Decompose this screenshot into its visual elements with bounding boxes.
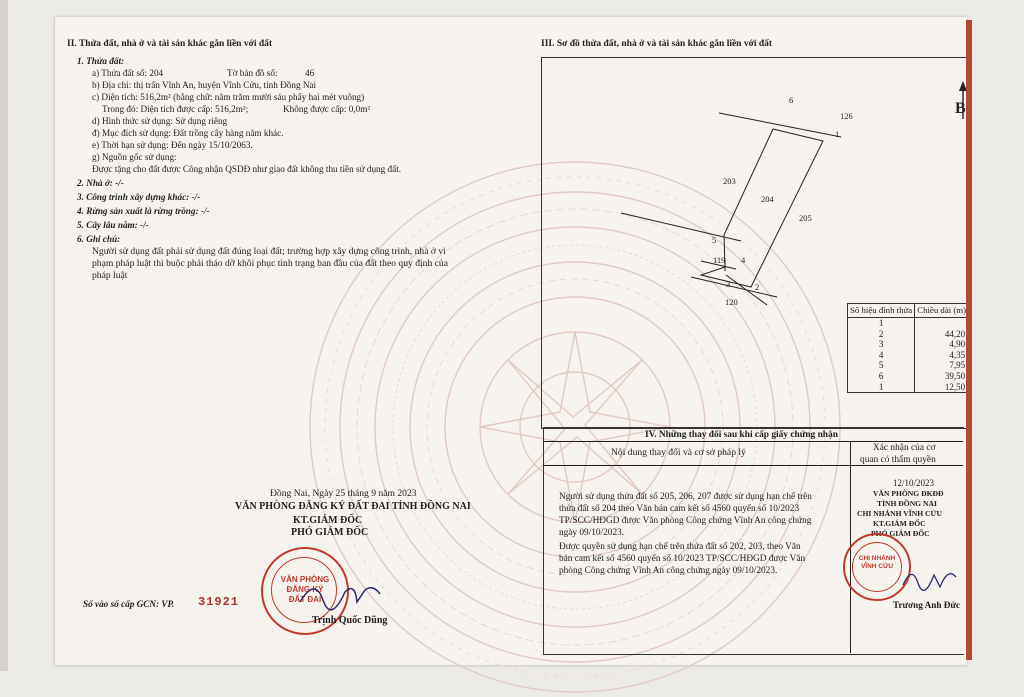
- branch-seal-text: CHI NHÁNH VĨNH CỬU: [858, 555, 896, 570]
- change-2-line-1: Được quyền sử dụng hạn chế trên thửa đất số 202, 203, theo Văn: [559, 542, 801, 552]
- table-row: 4 4,35: [848, 350, 969, 361]
- section-ii-title: II. Thửa đất, nhà ở và tài sản khác gắn liền với đất: [67, 39, 273, 49]
- notes-line-2: phạm pháp luật thì buộc phải tháo dỡ khôi phục tình trạng ban đầu của đất theo quy định của: [92, 258, 448, 269]
- neighbor-119-label: 119: [713, 255, 726, 265]
- perennial-line: 5. Cây lâu năm: -/-: [77, 220, 149, 230]
- map-sheet-label: Tờ bản đồ số:: [227, 68, 278, 78]
- deputy-director: PHÓ GIÁM ĐỐC: [291, 527, 369, 538]
- usage-purpose: đ) Mục đích sử dụng: Đất trồng cây hàng năm khác.: [92, 128, 284, 138]
- red-border-stripe: [966, 20, 972, 660]
- notes-heading: 6. Ghi chú:: [77, 234, 121, 244]
- notes-line-1: Người sử dụng đất phải sử dụng đất đúng loại đất; trường hợp xây dựng công trình, nhà ở vi: [92, 246, 446, 257]
- point-4-label: 4: [741, 255, 746, 265]
- seal-line-2: ĐĂNG KÝ: [286, 585, 324, 594]
- certificate-page: [55, 17, 967, 665]
- area-not-issued: Không được cấp: 0,0m²: [283, 104, 371, 114]
- change-1-line-2: thửa đất số 204 theo Văn bản cam kết số 4560 quyển số 10/2023: [559, 504, 800, 514]
- notes-line-3: pháp luật: [92, 270, 128, 281]
- confirm-deputy: PHÓ GIÁM ĐỐC: [871, 529, 930, 538]
- sign-date: Đồng Nai, Ngày 25 tháng 9 năm 2023: [270, 488, 417, 499]
- table-row: 1 12,50: [848, 382, 969, 393]
- changes-col-content: Nội dung thay đổi và cơ sở pháp lý: [611, 447, 746, 458]
- vertex-length-table: [847, 303, 969, 393]
- north-letter: B: [955, 100, 966, 117]
- section-iii-title: III. Sơ đồ thửa đất, nhà ở và tài sản khác gắn liền với đất: [541, 39, 773, 49]
- change-2-line-2: bản cam kết số 4560 quyển số 10/2023 TP/SCC/HĐGD được Văn: [559, 554, 806, 564]
- address: b) Địa chỉ: thị trấn Vĩnh An, huyện Vĩnh Cửu, tỉnh Đồng Nai: [92, 80, 317, 90]
- neighbor-205-label: 205: [799, 213, 812, 223]
- area: c) Diện tích: 516,2m² (bằng chữ: năm trăm mười sáu phẩy hai mét vuông): [92, 92, 365, 102]
- origin-text: Được tặng cho đất được Công nhận QSDĐ như giao đất không thu tiền sử dụng đất.: [92, 164, 402, 174]
- changes-col-confirm-1: Xác nhận của cơ: [873, 443, 936, 453]
- table-row: 5 7,95: [848, 360, 969, 371]
- neighbor-203-label: 203: [723, 176, 736, 186]
- issuing-office: VĂN PHÒNG ĐĂNG KÝ ĐẤT ĐAI TỈNH ĐỒNG NAI: [235, 501, 471, 512]
- parcel-204-label: 204: [761, 194, 774, 204]
- table-row: 3 4,90: [848, 339, 969, 350]
- point-1-label: 1: [835, 129, 840, 139]
- table-row: 1: [848, 318, 969, 329]
- confirm-date: 12/10/2023: [893, 478, 935, 488]
- neighbor-120-label: 120: [725, 297, 738, 307]
- kt-director: KT.GIÁM ĐỐC: [293, 515, 363, 526]
- point-3-label: 3: [726, 279, 731, 289]
- parcel-number: a) Thửa đất số: 204: [92, 68, 164, 78]
- background-edge: [0, 0, 8, 671]
- confirm-kt: KT.GIÁM ĐỐC: [873, 519, 926, 528]
- point-5-label: 5: [712, 235, 717, 245]
- signature-right: [900, 557, 960, 597]
- signature-left: [295, 572, 385, 617]
- area-issued: Trong đó: Diện tích được cấp: 516,2m²;: [102, 104, 249, 114]
- confirm-office: VĂN PHÒNG ĐKĐĐ: [873, 489, 944, 498]
- change-2-line-3: phòng Công chứng Vĩnh An công chứng ngày 09/10/2023.: [559, 566, 778, 576]
- table-row: 6 39,50: [848, 371, 969, 382]
- house-line: 2. Nhà ở: -/-: [77, 178, 124, 188]
- forest-line: 4. Rừng sản xuất là rừng trồng: -/-: [77, 206, 210, 216]
- land-heading: 1. Thửa đất:: [77, 56, 125, 66]
- changes-col-confirm-2: quan có thẩm quyền: [860, 455, 936, 465]
- confirm-branch: CHI NHÁNH VĨNH CỬU: [857, 509, 943, 518]
- change-1-line-1: Người sử dụng thửa đất số 205, 206, 207 được sử dụng hạn chế trên: [559, 492, 812, 502]
- change-1-line-4: ngày 09/10/2023.: [559, 528, 625, 538]
- point-2-label: 2: [755, 282, 760, 292]
- register-number: 31921: [198, 595, 240, 609]
- point-6-label: 6: [789, 95, 794, 105]
- usage-term: e) Thời hạn sử dụng: Đến ngày 15/10/2063.: [92, 140, 253, 150]
- change-1-line-3: TP/SCC/HĐGD được Văn phòng Công chứng Vĩnh An công chứng: [559, 516, 812, 526]
- table-col-vertex: Số hiệu đỉnh thửa: [848, 304, 915, 318]
- table-row: 2 44,20: [848, 329, 969, 340]
- construction-line: 3. Công trình xây dựng khác: -/-: [77, 192, 201, 202]
- neighbor-126-label: 126: [840, 111, 853, 121]
- confirm-signer: Trương Anh Đức: [893, 600, 960, 610]
- table-col-length: Chiều dài (m): [915, 304, 969, 318]
- signer-name: Trịnh Quốc Dũng: [312, 615, 388, 626]
- changes-title: IV. Những thay đổi sau khi cấp giấy chứng nhận: [645, 430, 838, 440]
- confirm-province: TỈNH ĐỒNG NAI: [877, 499, 937, 508]
- origin-label: g) Nguồn gốc sử dụng:: [92, 152, 177, 162]
- register-label: Số vào sổ cấp GCN: VP.: [83, 599, 175, 609]
- seal-line-1: VĂN PHÒNG: [280, 575, 330, 584]
- map-sheet-value: 46: [305, 68, 315, 78]
- usage-form: d) Hình thức sử dụng: Sử dụng riêng: [92, 116, 228, 126]
- seal-line-3: ĐẤT ĐAI: [288, 595, 322, 604]
